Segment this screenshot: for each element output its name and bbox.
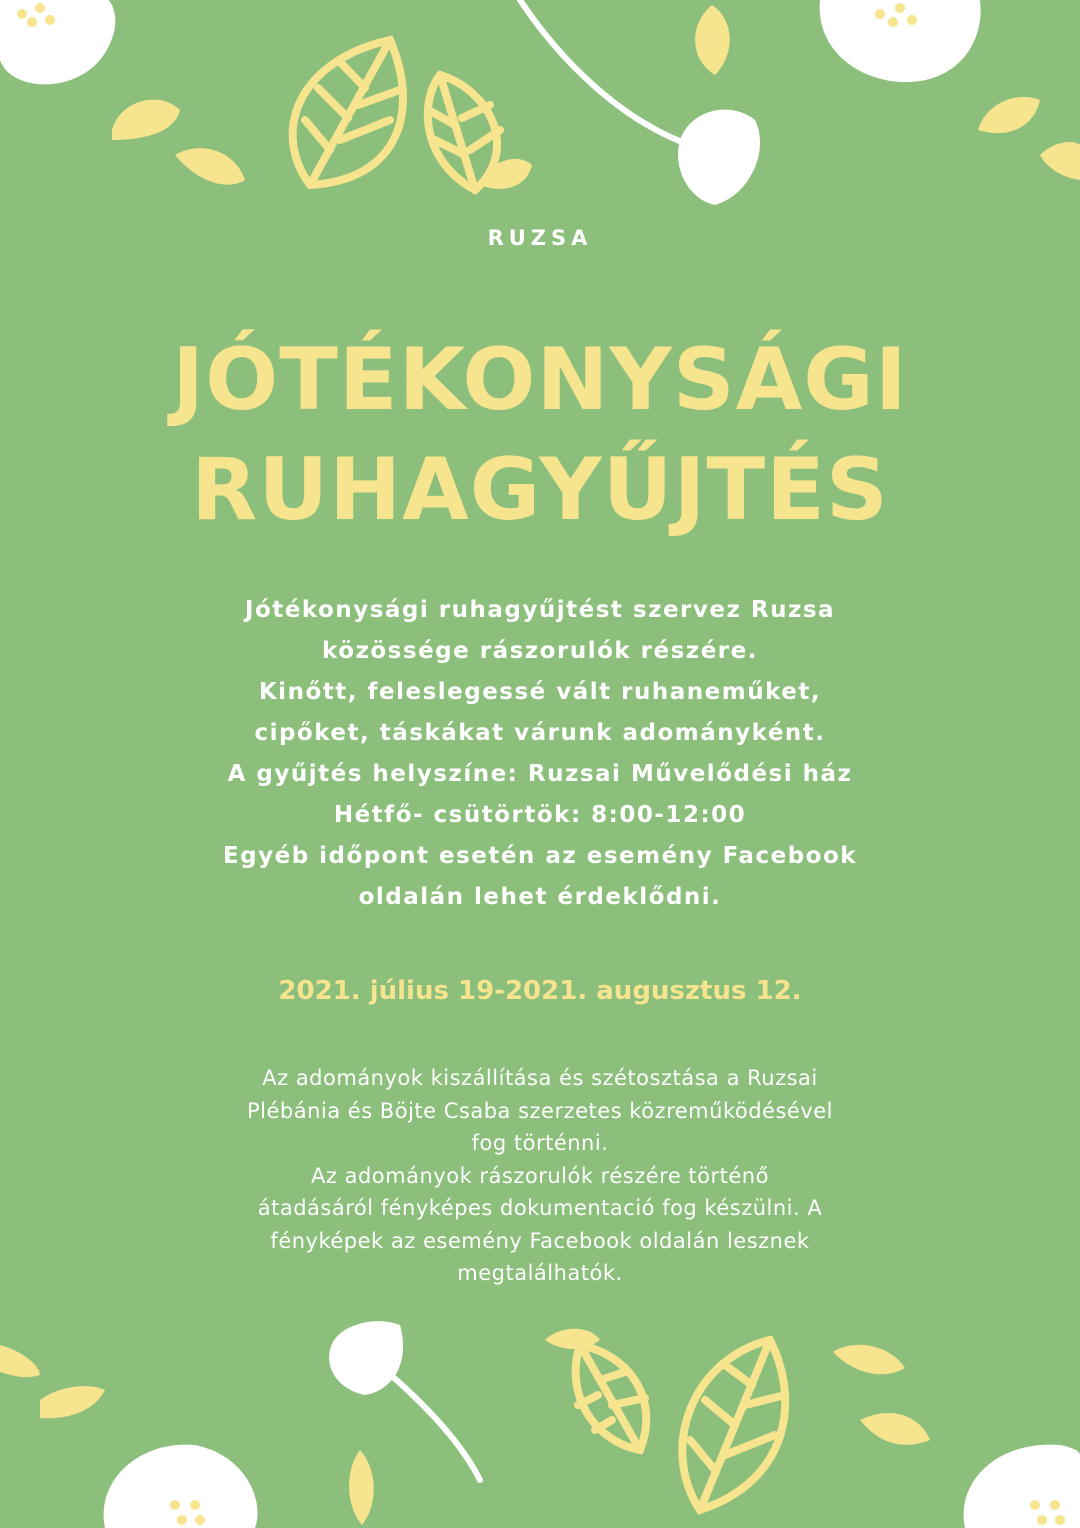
- note-line: fog történni.: [471, 1131, 609, 1155]
- distribution-note: [150, 1062, 930, 1290]
- description-line: Hétfő- csütörtök: 8:00-12:00: [333, 802, 747, 828]
- note-line: megtalálhatók.: [457, 1261, 623, 1285]
- note-line: Az adományok rászorulók részére történő: [311, 1163, 769, 1188]
- date-range: 2021. július 19-2021. augusztus 12.: [278, 976, 802, 1006]
- description-line: Kinőtt, feleslegessé vált ruhaneműket,: [258, 679, 822, 705]
- title-line-2: RUHAGYŰJTÉS: [191, 440, 889, 540]
- note-line: fényképek az esemény Facebook oldalán lesznek: [270, 1228, 810, 1253]
- note-line: Az adományok kiszállítása és szétosztása a Ruzsai: [262, 1066, 818, 1090]
- description-line: cipőket, táskákat várunk adományként.: [254, 720, 826, 746]
- note-line: Plébánia és Böjte Csaba szerzetes közreműködésével: [246, 1098, 834, 1123]
- title-line-1: JÓTÉKONYSÁGI: [172, 330, 908, 430]
- description-line: Jótékonysági ruhagyűjtést szervez Ruzsa: [244, 597, 836, 623]
- note-line: átadásáról fényképes dokumentació fog készülni. A: [257, 1196, 823, 1220]
- location-label: RUZSA: [487, 226, 593, 250]
- description-line: Egyéb időpont esetén az esemény Facebook: [222, 843, 858, 869]
- description: [150, 590, 930, 918]
- description-line: oldalán lehet érdeklődni.: [358, 884, 722, 910]
- description-line: A gyűjtés helyszíne: Ruzsai Művelődési ház: [227, 761, 853, 787]
- description-line: közössége rászorulók részére.: [322, 638, 758, 664]
